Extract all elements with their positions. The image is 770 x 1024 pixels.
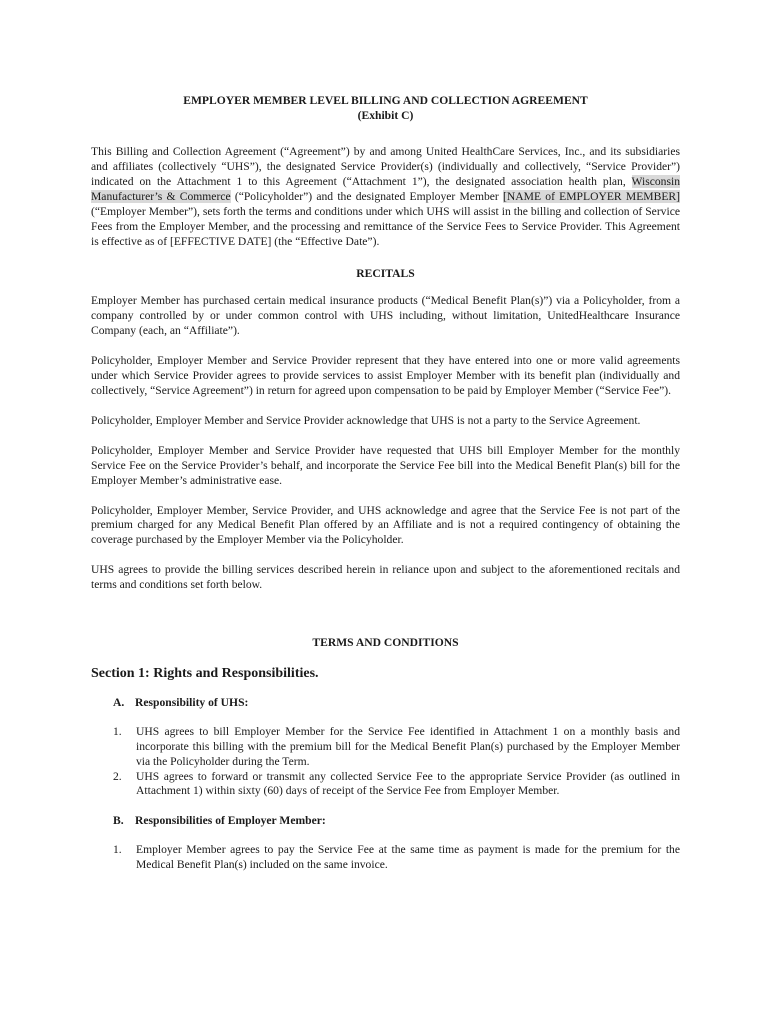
subsection-a-list (91, 725, 680, 800)
recital-paragraph-5: Policyholder, Employer Member, Service Provider, and UHS acknowledge and agree that the Service Fee is not part of the premium charged for any Medical Benefit Plan offered by an Affiliate and is not a required contingency of obtaining the coverage purchased by the Employer Member via the Policyholder. (91, 503, 680, 547)
subsection-a-letter: A. (113, 695, 125, 709)
subsection-b-title: Responsibilities of Employer Member: (135, 814, 326, 828)
document-page (91, 94, 680, 873)
terms-heading: TERMS AND CONDITIONS (312, 636, 459, 650)
recital-paragraph-3: Policyholder, Employer Member and Service Provider acknowledge that UHS is not a party to the Service Agreement. (91, 413, 641, 427)
subsection-a-title: Responsibility of UHS: (135, 695, 249, 709)
subsection-a-heading (113, 696, 680, 711)
list-item-number: 1. (113, 843, 122, 857)
recital-paragraph-2: Policyholder, Employer Member and Service Provider represent that they have entered into one or more valid agreements under which Service Provider agrees to provide services to assist Employer Member with its benefit plan (individually and collectively, “Service Agreement”) in return for agreed upon compensation to be paid by Employer Member (“Service Fee”). (91, 354, 680, 397)
recital-paragraph-1: Employer Member has purchased certain medical insurance products (“Medical Benefit Plan(s)”) via a Policyholder, from a company controlled by or under common control with UHS including, without limitation, UnitedHealthcare Insurance Company (each, an “Affiliate”). (91, 294, 680, 338)
list-item (91, 843, 680, 873)
intro-paragraph (91, 145, 680, 249)
intro-text-1: This Billing and Collection Agreement (“Agreement”) by and among United HealthCare Services, Inc., and its subsidiaries and affiliates (collectively “UHS”), the designated Service Provider(s) (individually and collectively, “Service Provider”) indicated on the Attachment 1 to this Agreement (“Attachment 1”), the designated association health plan, (91, 145, 680, 188)
title-line-2: (Exhibit C) (357, 108, 414, 122)
intro-text-3: (“Employer Member”), sets forth the terms and conditions under which UHS will assist in the billing and collection of Service Fees from the Employer Member, and the processing and remittance of the Service Fees to Service Provider. This Agreement is effective as of [EFFECTIVE DATE] (the “Effective Date”). (91, 204, 680, 248)
section-1-heading: Section 1: Rights and Responsibilities. (91, 665, 319, 681)
subsection-b-list (91, 843, 680, 873)
list-item-number: 1. (113, 724, 122, 738)
recital-paragraph-6: UHS agrees to provide the billing services described herein in reliance upon and subject to the aforementioned recitals and terms and conditions set forth below. (91, 563, 680, 592)
list-item-text: Employer Member agrees to pay the Service Fee at the same time as payment is made for the premium for the Medical Benefit Plan(s) included on the same invoice. (136, 843, 680, 872)
subsection-b-heading (113, 814, 680, 829)
subsection-b-letter: B. (113, 814, 124, 828)
policyholder-name-field[interactable]: Wisconsin Manufacturer’s & Commerce (91, 175, 680, 203)
list-item-number: 2. (113, 769, 122, 783)
title-line-1: EMPLOYER MEMBER LEVEL BILLING AND COLLECTION AGREEMENT (183, 94, 588, 107)
list-item-text: UHS agrees to forward or transmit any collected Service Fee to the appropriate Service Provider (as outlined in Attachment 1) within sixty (60) days of receipt of the Service Fee from Employer Member. (136, 769, 680, 798)
document-title (91, 94, 680, 123)
recitals-heading: RECITALS (356, 266, 415, 280)
list-item-text: UHS agrees to bill Employer Member for the Service Fee identified in Attachment 1 on a monthly basis and incorporate this billing with the premium bill for the Medical Benefit Plan(s) purchased by the Employer Member via the Policyholder during the Term. (136, 724, 680, 768)
employer-member-name-field[interactable]: [NAME of EMPLOYER MEMBER] (503, 189, 680, 203)
intro-text-2: (“Policyholder”) and the designated Employer Member (230, 189, 504, 203)
recital-paragraph-4: Policyholder, Employer Member and Service Provider have requested that UHS bill Employer Member for the monthly Service Fee on the Service Provider’s behalf, and incorporate the Service Fee bill into the Medical Benefit Plan(s) bill for the Employer Member’s administrative ease. (91, 443, 680, 487)
list-item (91, 725, 680, 770)
list-item (91, 770, 680, 800)
